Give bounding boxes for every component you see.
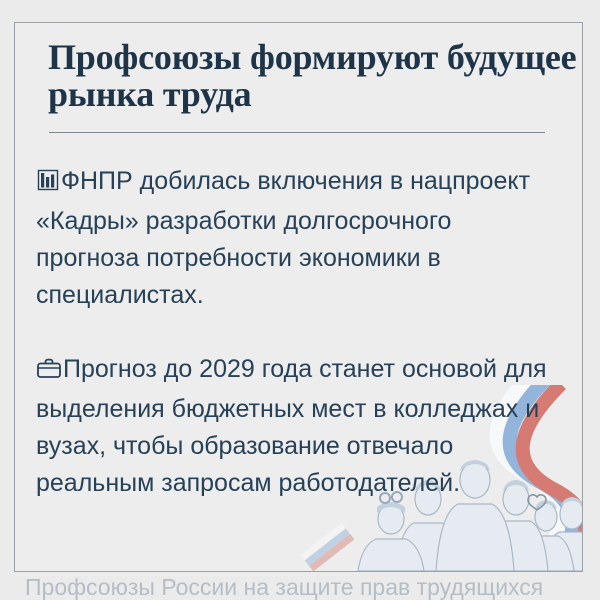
paragraph-fnpr-forecast — [36, 163, 556, 314]
body-text-block — [36, 163, 556, 502]
title-line-2: рынка труда — [48, 74, 252, 114]
paragraph-text: ФНПР добилась включения в нацпроект «Кадры» разработки долгосрочного прогноза потребности экономики в специалистах. — [36, 167, 531, 309]
paragraph-text: Прогноз до 2029 года станет основой для выделения бюджетных мест в колледжах и вузах, чтобы образование отвечало реальным запросам работодателей. — [36, 355, 547, 497]
page-title — [48, 37, 577, 114]
bar-chart-icon — [36, 166, 60, 203]
paragraph-budget-places — [36, 351, 556, 502]
footer-tagline: Профсоюзы России на защите прав трудящихся — [25, 574, 544, 600]
title-divider — [49, 132, 545, 133]
card-content — [15, 23, 582, 502]
small-flag-streak — [300, 523, 354, 571]
title-line-1: Профсоюзы формируют будущее — [48, 37, 577, 77]
briefcase-icon — [36, 354, 62, 391]
content-card — [14, 22, 583, 572]
